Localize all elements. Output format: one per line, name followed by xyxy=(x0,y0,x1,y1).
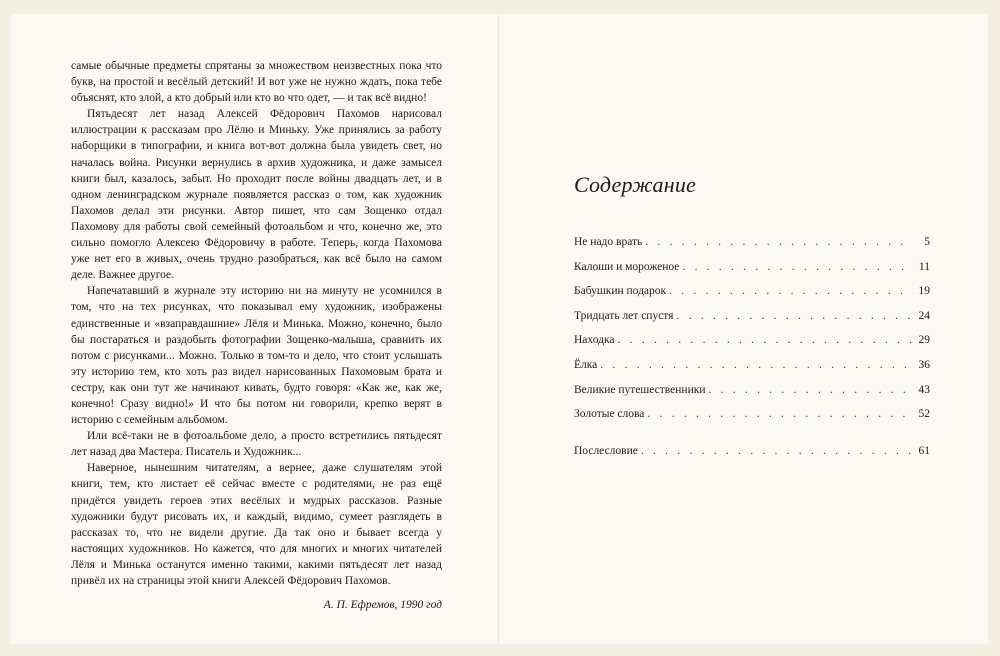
paragraph: самые обычные предметы спрятаны за множеством неизвестных пока что букв, на простой и весёлый детский! И вот уже не нужно ждать, пока тебе объяснят, кто злой, а кто добрый или кто во что одет, — и так всё видно! xyxy=(71,60,442,105)
toc-entry-title: Бабушкин подарок xyxy=(574,285,667,298)
toc-entry-title: Не надо врать xyxy=(574,236,643,248)
leader-dots xyxy=(708,384,913,396)
toc-entry[interactable] xyxy=(574,310,930,335)
toc-entry[interactable] xyxy=(574,359,930,384)
toc-entry-page: 36 xyxy=(918,358,930,371)
toc-entry-title: Находка xyxy=(574,334,615,347)
afterword-text xyxy=(71,58,442,613)
leader-dots xyxy=(676,310,913,322)
paragraph: Пятьдесят лет назад Алексей Фёдорович Пахомов нарисовал иллюстрации к рассказам про Лёлю и Миньку. Уже принялись за работу наборщики в типографии, и книга вот-вот должна была увидеть свет, но началась война. Рисунки вернулись в архив художника, и даже замысел книги был, казалось, забыт. Но проходит после войны двадцать лет, и в одном ленинградском журнале появляется рассказ о том, как художник Пахомов делал эти рисунки. Автор пишет, что сам Зощенко отдал Пахомову для работы свой семейный фотоальбом и что, конечно же, это сильно помогло Алексею Фёдоровичу в работе. Теперь, когда Пахомова уже нет его в живых, очень трудно разобраться, как всё было на самом деле. Важнее другое. xyxy=(71,108,442,282)
toc-entry-title: Калоши и мороженое xyxy=(574,260,680,273)
leader-dots xyxy=(669,285,913,297)
paragraph: Наверное, нынешним читателям, а вернее, даже слушателям этой книги, тем, кто листает её сейчас вместе с родителями, не раз ещё придётся увидеть героев этих весёлых и мудрых рассказов. Разные художники будут рисовать их, и каждый, видимо, сумеет разглядеть в рассказах то, что не видели другие. Да так оно и бывает всегда у настоящих художников. Но кажется, что для многих и многих читателей Лёля и Минька останутся именно такими, какими пятьдесят лет назад привёл их на страницы этой книги Алексей Фёдорович Пахомов. xyxy=(71,462,442,587)
toc-entry-page: 61 xyxy=(918,444,930,457)
toc-title: Содержание xyxy=(574,172,697,197)
toc-entry-page: 19 xyxy=(918,285,930,298)
author-signature: А. П. Ефремов, 1990 год xyxy=(323,599,442,612)
leader-dots xyxy=(641,445,913,457)
toc-entry[interactable] xyxy=(574,445,930,470)
toc-entry[interactable] xyxy=(574,261,930,286)
toc-entry-title: Ёлка xyxy=(574,358,598,371)
leader-dots xyxy=(600,359,913,371)
paragraph: Напечатавший в журнале эту историю ни на минуту не усомнился в том, что на тех рисунках, что показывал ему художник, изображены единственные и «взаправдашние» Лёля и Минька. Можно, конечно, было бы постараться и раздобыть фотографии Зощенко-малыша, сравнить их потом с рисунками... Можно. Только в том-то и дело, что стоит услышать эту историю тем, кто хоть раз видел нарисованных Пахомовым брата и сестру, как они тут же начинают кивать, будто говоря: «Как же, как же, конечно! Сразу видно!» И что бы потом ни говорили, крепко верят в историю с семейным альбомом. xyxy=(71,285,442,427)
toc-entry-page: 24 xyxy=(918,309,930,322)
left-page xyxy=(11,14,498,644)
toc-entry-page: 43 xyxy=(918,383,930,396)
leader-dots xyxy=(645,236,913,248)
toc-entry-title: Великие путешественники xyxy=(574,383,706,396)
toc-entry-title: Послесловие xyxy=(574,444,638,457)
leader-dots xyxy=(618,334,913,346)
toc-entry-title: Тридцать лет спустя xyxy=(574,309,674,322)
toc-entry-page: 5 xyxy=(924,236,930,248)
toc-entry[interactable] xyxy=(574,408,930,433)
table-of-contents xyxy=(574,236,930,469)
toc-entry[interactable] xyxy=(574,236,930,261)
leader-dots xyxy=(647,408,913,420)
toc-entry[interactable] xyxy=(574,334,930,359)
toc-entry-page: 52 xyxy=(918,408,930,421)
toc-entry[interactable] xyxy=(574,285,930,310)
toc-entry-page: 29 xyxy=(918,334,930,347)
leader-dots xyxy=(682,261,913,273)
toc-entry-title: Золотые слова xyxy=(574,408,645,421)
right-page xyxy=(498,14,988,644)
toc-entry-page: 11 xyxy=(918,260,930,273)
paragraph: Или всё-таки не в фотоальбоме дело, а просто встретились пятьдесят лет назад два Мастера. Писатель и Художник... xyxy=(71,430,442,459)
toc-entry[interactable] xyxy=(574,384,930,409)
